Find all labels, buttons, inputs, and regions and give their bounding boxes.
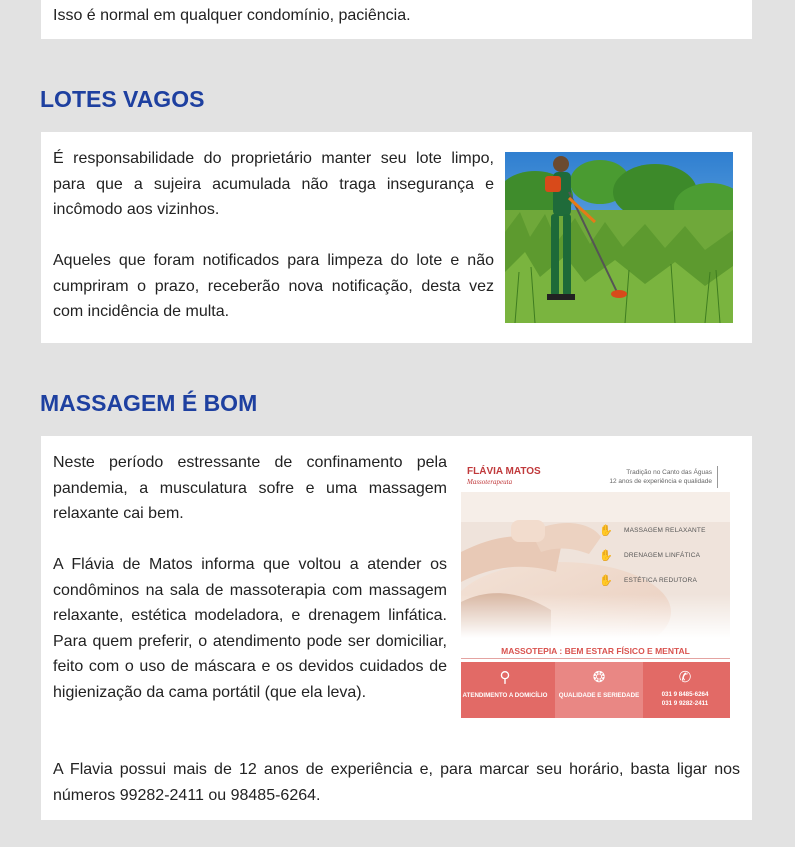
promo-footer-col1: ATENDIMENTO A DOMICÍLIO	[462, 692, 548, 699]
hands-icon: ✋	[599, 550, 613, 562]
location-pin-icon: ⚲	[499, 669, 511, 686]
service-2: DRENAGEM LINFÁTICA	[624, 552, 701, 559]
massage-promo-ad	[461, 460, 730, 718]
promo-subtitle: Massoterapeuta	[467, 478, 513, 486]
lotes-heading: LOTES VAGOS	[40, 86, 205, 112]
promo-tagline-1: Tradição no Canto das Águas	[626, 469, 712, 476]
promo-footer-phones	[641, 662, 729, 718]
promo-name: FLÁVIA MATOS	[467, 466, 541, 477]
whatsapp-icon: ✆	[678, 669, 692, 686]
promo-tagline-2: 12 anos de experiência e qualidade	[609, 478, 712, 485]
promo-banner: MASSOTEPIA : BEM ESTAR FÍSICO E MENTAL	[501, 646, 690, 656]
promo-banner-line	[461, 658, 730, 659]
hands-icon: ✋	[599, 525, 613, 537]
hands-icon: ✋	[599, 575, 613, 587]
promo-footer	[461, 662, 730, 718]
quality-seal-icon: ❂	[592, 669, 606, 686]
promo-footer-quality	[555, 662, 643, 718]
promo-phone-1: 031 9 8485-6264	[661, 691, 709, 698]
intro-text: Isso é normal em qualquer condomínio, paciência.	[53, 7, 411, 24]
man-trimming-grass-photo	[505, 152, 733, 323]
lotes-paragraph-2: Aqueles que foram notificados para limpeza do lote e não cumpriram o prazo, receberão nova notificação, desta vez com incidência de multa.	[53, 252, 494, 320]
promo-phone-2: 031 9 9282-2411	[661, 699, 709, 707]
massagem-paragraph-2: A Flávia de Matos informa que voltou a atender os condôminos na sala de massoterapia com massagem relaxante, estética modeladora, e drenagem linfática. Para quem preferir, o atendimento pode ser domiciliar, feito com o uso de máscara e os devidos cuidados de higienização da cama portátil (que ela leva).	[53, 556, 447, 701]
massage-photo	[461, 492, 730, 638]
massagem-heading: MASSAGEM É BOM	[40, 390, 258, 416]
service-1: MASSAGEM RELAXANTE	[624, 527, 706, 534]
lotes-paragraph-1: É responsabilidade do proprietário manter seu lote limpo, para que a sujeira acumulada não traga insegurança e incômodo aos vizinhos.	[53, 150, 494, 218]
promo-footer-col2: QUALIDADE E SERIEDADE	[558, 692, 640, 699]
promo-footer-home-visit	[461, 662, 549, 718]
lotes-card	[41, 132, 752, 343]
service-3: ESTÉTICA REDUTORA	[624, 577, 697, 584]
promo-divider	[717, 466, 718, 488]
massagem-paragraph-3: A Flavia possui mais de 12 anos de experiência e, para marcar seu horário, basta ligar nos números 99282-2411 ou 98485-6264.	[53, 761, 740, 804]
massagem-card	[41, 436, 752, 820]
massagem-paragraph-1: Neste período estressante de confinamento pela pandemia, a musculatura sofre e uma massagem relaxante cai bem.	[53, 454, 447, 522]
intro-card	[41, 0, 752, 39]
